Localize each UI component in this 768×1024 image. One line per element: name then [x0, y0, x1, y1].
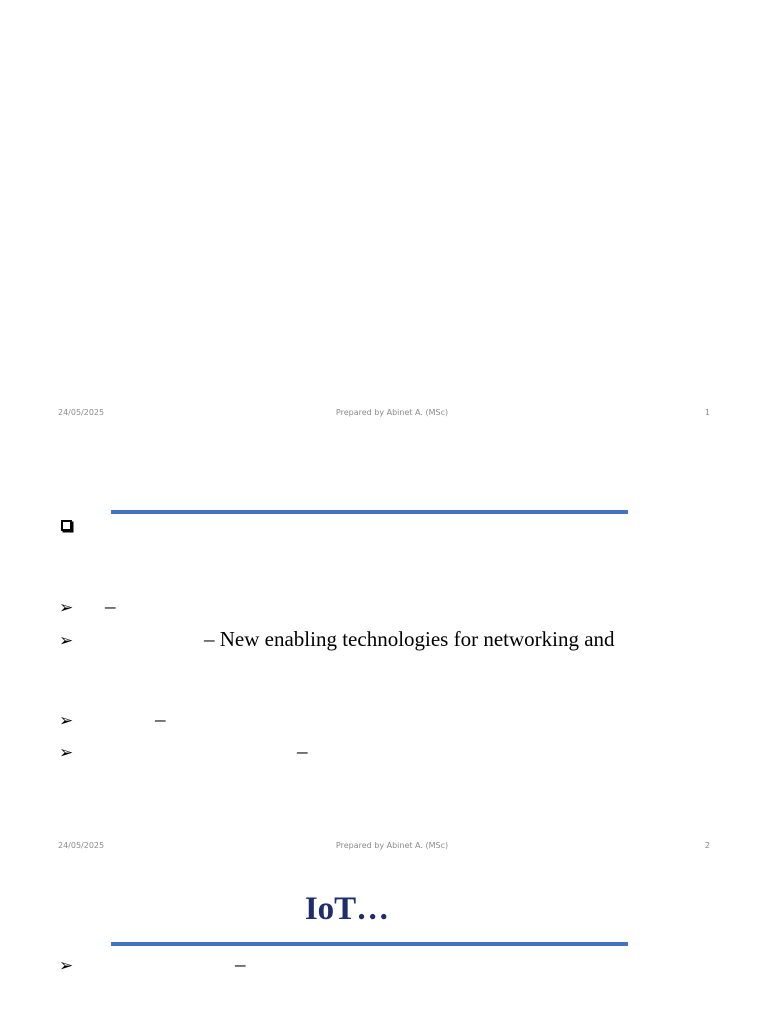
- footer-author: Prepared by Abinet A. (MSc): [335, 408, 449, 417]
- footer-page-number: 1: [704, 408, 710, 417]
- footer-page-number: 2: [704, 841, 710, 850]
- slide-title: IoT…: [304, 891, 390, 927]
- slide-1-footer: [0, 408, 768, 422]
- bullet-text: –: [105, 594, 116, 618]
- arrowhead-icon: ➢: [59, 598, 74, 618]
- bullet-text: – New enabling technologies for networking and: [204, 627, 615, 651]
- arrowhead-icon: ➢: [59, 956, 74, 976]
- arrowhead-icon: ➢: [59, 631, 74, 651]
- bullet-text: –: [155, 707, 166, 731]
- bullet-text: –: [297, 739, 308, 763]
- footer-date: 24/05/2025: [58, 841, 105, 850]
- title-underline: [111, 942, 628, 946]
- hollow-square-icon: [61, 520, 72, 531]
- footer-author: Prepared by Abinet A. (MSc): [335, 841, 449, 850]
- footer-date: 24/05/2025: [58, 408, 105, 417]
- arrowhead-icon: ➢: [59, 743, 74, 763]
- slide-2-footer: [0, 841, 768, 855]
- arrowhead-icon: ➢: [59, 711, 74, 731]
- bullet-text: –: [235, 952, 246, 976]
- title-underline: [111, 510, 628, 514]
